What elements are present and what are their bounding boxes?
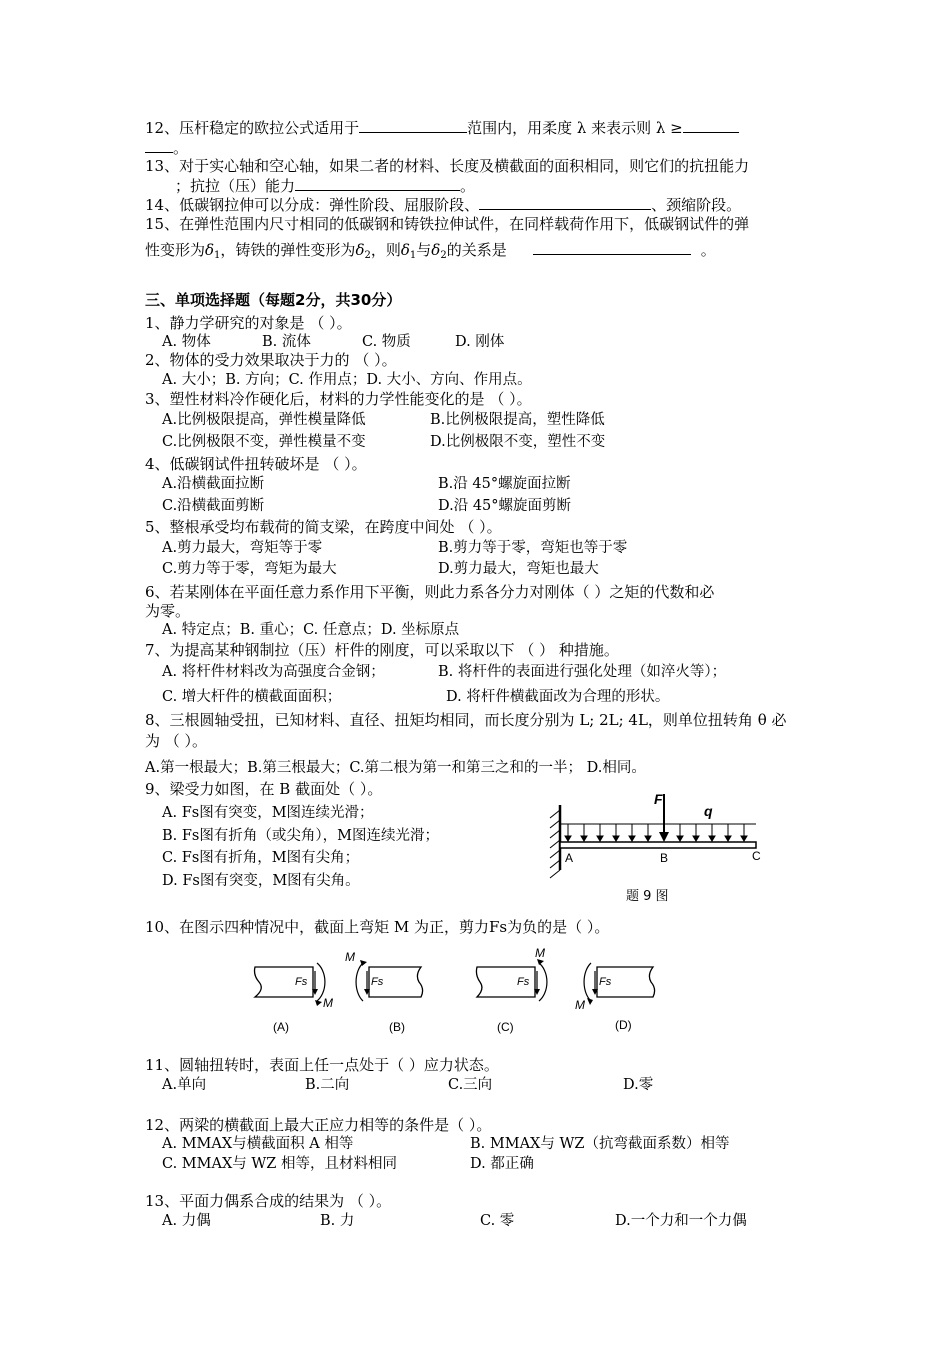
option-2[interactable]: A. 大小；B. 方向；C. 作用点；D. 大小、方向、作用点。 [162, 372, 532, 388]
question-12: 12、两梁的横截面上最大正应力相等的条件是（ ）。 [145, 1116, 492, 1134]
option-11b[interactable]: B.二向 [305, 1077, 350, 1093]
option-1c[interactable]: C. 物质 [362, 334, 411, 350]
m-label: M [323, 996, 333, 1010]
option-12b[interactable]: B. MMAX与 WZ（抗弯截面系数）相等 [470, 1136, 730, 1152]
subscript: 1 [214, 250, 221, 261]
option-1b[interactable]: B. 流体 [262, 334, 311, 350]
fill-q12-line2 [145, 138, 188, 158]
label-B: B [660, 851, 669, 865]
blank-field[interactable] [683, 118, 739, 133]
section-title: 三、单项选择题（每题2分，共30分） [145, 291, 402, 309]
option-5a[interactable]: A.剪力最大，弯矩等于零 [162, 540, 323, 556]
option-7c[interactable]: C. 增大杆件的横截面面积； [162, 689, 342, 705]
option-12c[interactable]: C. MMAX与 WZ 相等，且材料相同 [162, 1156, 397, 1172]
fill-q13-text-c: 。 [460, 177, 476, 195]
option-9a[interactable]: A. Fs图有突变，M图连续光滑； [162, 805, 374, 821]
option-6[interactable]: A. 特定点；B. 重心；C. 任意点；D. 坐标原点 [162, 622, 460, 638]
fill-q15-line2 [145, 240, 716, 266]
blank-field[interactable] [533, 240, 691, 255]
fs-label: Fs [517, 976, 530, 988]
blank-field[interactable] [145, 177, 175, 191]
delta-symbol: δ [431, 241, 441, 259]
fs-label: Fs [295, 976, 308, 988]
question-10: 10、在图示四种情况中，截面上弯矩 M 为正，剪力Fs为负的是（ ）。 [145, 918, 610, 936]
fill-q14 [145, 195, 741, 215]
option-5c[interactable]: C.剪力等于零，弯矩为最大 [162, 561, 337, 577]
section-diagrams-q10 [245, 945, 675, 1040]
fs-label: Fs [371, 976, 384, 988]
fill-q14-text-b: 、颈缩阶段。 [651, 196, 742, 214]
fill-q15-text-b3: ，则 [370, 241, 401, 259]
fill-q15-text-a: 15、在弹性范围内尺寸相同的低碳钢和铸铁拉伸试件，在同样载荷作用下，低碳钢试件的弹 [145, 215, 750, 233]
option-5d[interactable]: D.剪力最大，弯矩也最大 [438, 561, 599, 577]
option-3b[interactable]: B.比例极限提高，塑性降低 [430, 412, 605, 428]
option-13a[interactable]: A. 力偶 [162, 1213, 211, 1229]
option-1d[interactable]: D. 刚体 [455, 334, 505, 350]
subscript: 2 [364, 250, 371, 261]
fill-q12-text-c: 。 [173, 139, 189, 157]
question-13: 13、平面力偶系合成的结果为 （ ）。 [145, 1192, 392, 1210]
blank-field[interactable] [145, 138, 173, 153]
option-12a[interactable]: A. MMAX与横截面积 A 相等 [162, 1136, 354, 1152]
question-5: 5、整根承受均布载荷的简支梁，在跨度中间处 （ ）。 [145, 518, 502, 536]
fill-q14-text-a: 14、低碳钢拉伸可以分成：弹性阶段、屈服阶段、 [145, 196, 480, 214]
option-5b[interactable]: B.剪力等于零，弯矩也等于零 [438, 540, 628, 556]
option-4b[interactable]: B.沿 45°螺旋面拉断 [438, 476, 571, 492]
option-7a[interactable]: A. 将杆件材料改为高强度合金钢； [162, 664, 385, 680]
figure-caption-q9: 题 9 图 [626, 889, 669, 904]
fill-q13-text-a: 13、对于实心轴和空心轴，如果二者的材料、长度及横截面的面积相同，则它们的抗扭能力 [145, 157, 750, 175]
label-D: (D) [615, 1018, 632, 1032]
option-12d[interactable]: D. 都正确 [470, 1156, 534, 1172]
option-3d[interactable]: D.比例极限不变，塑性不变 [430, 434, 606, 450]
option-13b[interactable]: B. 力 [320, 1213, 355, 1229]
diagram-B [345, 950, 423, 1034]
m-label: M [535, 946, 545, 960]
option-4d[interactable]: D.沿 45°螺旋面剪断 [438, 498, 572, 514]
option-4c[interactable]: C.沿横截面剪断 [162, 498, 265, 514]
option-9b[interactable]: B. Fs图有折角（或尖角），M图连续光滑； [162, 828, 439, 844]
fill-q15-text-b5: 的关系是 [446, 241, 507, 259]
subscript: 2 [440, 250, 447, 261]
label-C: (C) [497, 1020, 514, 1034]
fill-q13-line1 [145, 156, 749, 176]
label-q: q [704, 803, 713, 819]
question-2: 2、物体的受力效果取决于力的 （ ）。 [145, 351, 397, 369]
fill-q15-text-b1: 性变形为 [145, 241, 206, 259]
question-8-line1: 8、三根圆轴受扭，已知材料、直径、扭矩均相同，而长度分别为 L; 2L; 4L，则单位扭转角 θ 必 [145, 711, 787, 729]
option-11a[interactable]: A.单向 [162, 1077, 207, 1093]
option-8[interactable]: A.第一根最大；B.第三根最大；C.第二根为第一和第三之和的一半； D.相同。 [145, 760, 646, 776]
label-A: A [565, 851, 574, 865]
fill-q15-text-b4: 与 [416, 241, 432, 259]
beam-diagram-q9 [540, 780, 770, 880]
fill-q13-text-b: ；抗拉（压）能力 [175, 177, 296, 195]
fill-q15-line1 [145, 214, 749, 234]
blank-field[interactable] [295, 176, 460, 191]
option-3c[interactable]: C.比例极限不变，弹性模量不变 [162, 434, 366, 450]
question-11: 11、圆轴扭转时，表面上任一点处于（ ）应力状态。 [145, 1056, 499, 1074]
label-C: C [752, 849, 761, 863]
option-3a[interactable]: A.比例极限提高，弹性模量降低 [162, 412, 366, 428]
question-8-line2: 为 （ ）。 [145, 732, 208, 750]
question-9: 9、梁受力如图，在 B 截面处（ ）。 [145, 780, 383, 798]
option-13d[interactable]: D.一个力和一个力偶 [615, 1213, 747, 1229]
question-7: 7、为提高某种钢制拉（压）杆件的刚度，可以采取以下 （ ） 种措施。 [145, 641, 619, 659]
fill-q15-text-b2: ，铸铁的弹性变形为 [220, 241, 356, 259]
label-F: F [654, 791, 663, 807]
question-3: 3、塑性材料冷作硬化后，材料的力学性能变化的是 （ ）。 [145, 390, 532, 408]
diagram-C [476, 946, 547, 1034]
option-7b[interactable]: B. 将杆件的表面进行强化处理（如淬火等）； [438, 664, 727, 680]
label-B: (B) [389, 1020, 405, 1034]
diagram-A [255, 963, 334, 1034]
option-7d[interactable]: D. 将杆件横截面改为合理的形状。 [446, 689, 670, 705]
fill-q13-line2 [145, 176, 475, 196]
option-4a[interactable]: A.沿横截面拉断 [162, 476, 265, 492]
blank-field[interactable] [359, 118, 467, 133]
label-A: (A) [273, 1020, 289, 1034]
m-label: M [575, 998, 585, 1012]
force-arrow-icon [659, 832, 669, 842]
fs-label: Fs [599, 976, 612, 988]
question-6-line1: 6、若某刚体在平面任意力系作用下平衡，则此力系各分力对刚体（ ）之矩的代数和必 [145, 583, 715, 601]
fill-q15-text-b6: 。 [700, 241, 716, 259]
fill-q12-text-b: 范围内，用柔度 λ 来表示则 λ ≥ [467, 119, 683, 137]
delta-symbol: δ [355, 241, 365, 259]
fill-q12-text-a: 12、压杆稳定的欧拉公式适用于 [145, 119, 360, 137]
blank-field[interactable] [479, 195, 651, 210]
option-11c[interactable]: C.三向 [448, 1077, 493, 1093]
delta-symbol: δ [205, 241, 215, 259]
delta-symbol: δ [400, 241, 410, 259]
option-9d[interactable]: D. Fs图有突变，M图有尖角。 [162, 873, 360, 889]
subscript: 1 [409, 250, 417, 261]
option-9c[interactable]: C. Fs图有折角，M图有尖角； [162, 850, 360, 866]
question-1: 1、静力学研究的对象是 （ ）。 [145, 314, 352, 332]
option-1a[interactable]: A. 物体 [162, 334, 211, 350]
fill-q12-line1 [145, 118, 739, 138]
option-13c[interactable]: C. 零 [480, 1213, 515, 1229]
diagram-D [575, 963, 655, 1032]
question-4: 4、低碳钢试件扭转破坏是 （ ）。 [145, 455, 367, 473]
m-label: M [345, 950, 355, 964]
option-11d[interactable]: D.零 [623, 1077, 654, 1093]
question-6-line2: 为零。 [145, 602, 191, 620]
